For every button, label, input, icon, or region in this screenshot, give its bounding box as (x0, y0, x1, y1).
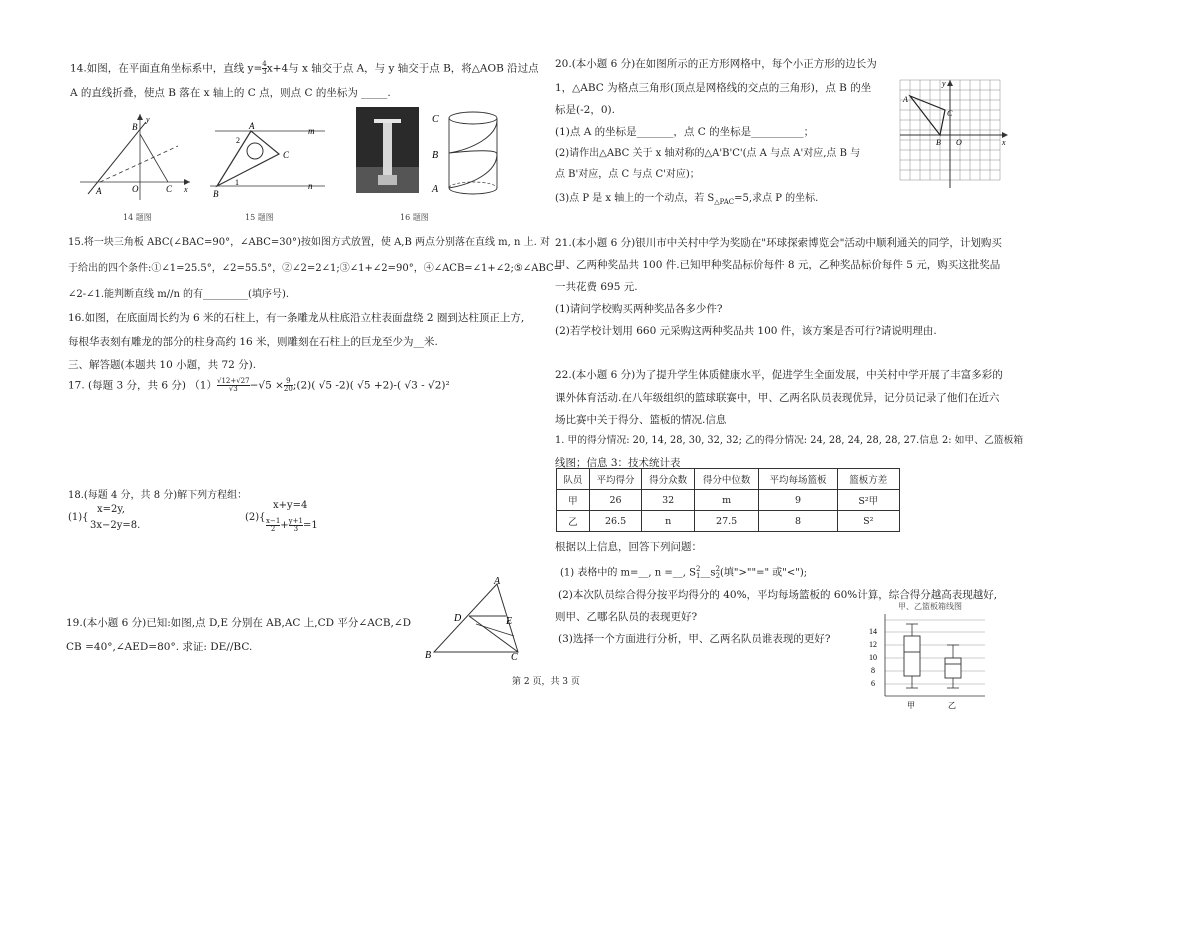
q18-system-2-brace: (2){ (245, 512, 266, 523)
q21-line4: (1)请问学校购买两种奖品各多少件? (555, 303, 723, 315)
fig15-label-n: n (308, 181, 313, 191)
q21-line1: 21.(本小题 6 分)银川市中关村中学为奖励在"环球探索博览会"活动中顺利通关的同学，计划购买 (555, 237, 1002, 249)
stats-table (556, 468, 900, 532)
q16-line2: 每根华表刻有雕龙的部分的柱身高约 16 米，则雕刻在石柱上的巨龙至少为__米. (68, 336, 438, 348)
q21-line2: 甲、乙两种奖品共 100 件.已知甲种奖品标价每件 8 元，乙种奖品标价每件 5 元，购买这批奖品 (555, 259, 1001, 271)
q16-line1: 16.如图，在底面周长约为 6 米的石柱上，有一条雕龙从柱底沿立柱表面盘绕 2 圈到达柱顶正上方, (68, 312, 525, 324)
table-cell: 26.5 (589, 511, 642, 532)
fig14-label-a: A (96, 186, 102, 196)
boxplot-ytick: 8 (871, 666, 875, 675)
fig19-label-e: E (506, 616, 513, 627)
boxplot-title: 甲、乙篮板箱线图 (898, 602, 962, 611)
caption-fig15: 15 题图 (245, 213, 274, 222)
fig14-label-x: x (184, 185, 188, 194)
fig16-label-c: C (432, 114, 439, 125)
q18-system-2-eq1: x+y=4 (273, 500, 308, 511)
table-cell: 32 (642, 490, 695, 511)
q20-line5: (2)请作出△ABC 关于 x 轴对称的△A'B'C'(点 A 与点 A'对应,点 B 与 (555, 148, 861, 159)
q18-title: 18.(每题 4 分，共 8 分)解下列方程组： (68, 490, 248, 501)
q22-line2: 课外体育活动.在八年级组织的篮球联赛中，甲、乙两名队员表现优异，记分员记录了他们在近六 (555, 392, 1000, 404)
boxplot-ytick: 10 (869, 653, 877, 662)
q18-system-1-eq2: 3x−2y=8. (90, 520, 141, 531)
table-cell: S²甲 (837, 490, 899, 511)
fig14-label-o: O (132, 184, 139, 194)
q15-line2: 于给出的四个条件:①∠1=25.5°，∠2=55.5°，②∠2=2∠1;③∠1+∠2=90°，④∠ACB=∠1+∠2;⑤∠ABC= (68, 263, 563, 274)
q21-line5: (2)若学校计划用 660 元采购这两种奖品共 100 件，该方案是否可行?请说明理由. (555, 325, 937, 337)
q20-line3: 标是(-2，0). (555, 104, 615, 116)
q20-line2: 1，△ABC 为格点三角形(顶点是网格线的交点的三角形)，点 B 的坐 (555, 82, 872, 94)
caption-fig14: 14 题图 (123, 213, 152, 222)
q18-system-2-eq2: $\frac{x-1}{2}$ + $\frac{y+1}{3}$ =1 (266, 517, 318, 533)
fig16-label-b: B (432, 150, 439, 161)
pillar-photo (356, 107, 419, 193)
pillar-image-icon (356, 107, 419, 193)
figure-20-grid (898, 78, 1010, 190)
table-cell: 乙 (557, 511, 590, 532)
q14-line1: 14.如图，在平面直角坐标系中，直线 y= $\frac{4}{3}$ x+4与 x 轴交于点 A，与 y 轴交于点 B，将△AOB 沿过点 (70, 60, 539, 76)
table-header-cell: 得分中位数 (694, 469, 758, 490)
boxplot-grid (885, 614, 985, 696)
figure-14 (80, 112, 195, 200)
fig15-label-c: C (283, 150, 290, 160)
table-cell: n (642, 511, 695, 532)
table-cell: S² (837, 511, 899, 532)
q22-line4: 1. 甲的得分情况: 20, 14, 28, 30, 32, 32; 乙的得分情况: 24, 28, 24, 28, 28, 27.信息 2: 如甲、乙篮板箱 (555, 435, 1024, 446)
boxplot-ytick: 14 (869, 627, 877, 636)
figure-16 (428, 108, 500, 198)
fig14-label-c: C (166, 184, 173, 194)
boxplot-box-yi (945, 645, 961, 688)
fig16-label-a: A (432, 184, 439, 195)
table-header-cell: 队员 (557, 469, 590, 490)
q14-line2: A 的直线折叠，使点 B 落在 x 轴上的 C 点，则点 C 的坐标为 _____. (70, 87, 391, 99)
figure-19 (420, 574, 530, 664)
fig15-label-b: B (213, 189, 219, 199)
boxplot-chart (865, 612, 995, 712)
table-row (557, 490, 900, 511)
table-cell: 27.5 (694, 511, 758, 532)
q22-line8: (2)本次队员综合得分按平均得分的 40%，平均每场篮板的 60%计算，综合得分越高表现越好, (558, 589, 998, 601)
q17: 17. (每题 3 分，共 6 分) （1） $\frac{√12+√27}{√3}$ −√5 × $\frac{9}{20}$ ;(2)( √5 -2)( √5 +2)-( √3 - √2)² (68, 377, 450, 393)
q20-line7: (3)点 P 是 x 轴上的一个动点，若 $S_{\triangle PAC}=5$,求点 P 的坐标. (555, 193, 819, 206)
fig19-label-b: B (425, 650, 432, 661)
table-cell: 9 (759, 490, 837, 511)
q15-line1: 15.将一块三角板 ABC(∠BAC=90°，∠ABC=30°)按如图方式放置，使 A,B 两点分别落在直线 m, n 上. 对 (68, 237, 550, 248)
q22-line10: (3)选择一个方面进行分析，甲、乙两名队员谁表现的更好? (558, 633, 831, 645)
fig14-label-b: B (132, 122, 138, 132)
fig14-label-y: y (146, 115, 150, 124)
caption-fig16: 16 题图 (400, 213, 429, 222)
q22-line5: 线图；信息 3：技术统计表 (555, 457, 681, 469)
boxplot-category: 甲 (907, 701, 915, 710)
fig15-label-1: 1 (235, 178, 239, 187)
q19-line1: 19.(本小题 6 分)已知:如图,点 D,E 分别在 AB,AC 上,CD 平分∠ACB,∠D (66, 617, 412, 629)
table-header-cell: 平均每场篮板 (759, 469, 837, 490)
fig15-label-m: m (308, 126, 315, 136)
fig19-label-c: C (511, 652, 518, 663)
q22-line1: 22.(本小题 6 分)为了提升学生体质健康水平，促进学生全面发展，中关村中学开展了丰富多彩的 (555, 369, 1003, 381)
table-cell: 8 (759, 511, 837, 532)
table-cell: m (694, 490, 758, 511)
section-3-heading: 三、解答题(本题共 10 小题，共 72 分). (68, 359, 257, 371)
fig20-label-o: O (956, 138, 962, 147)
q15-line3: ∠2-∠1.能判断直线 m//n 的有_________(填序号). (68, 289, 290, 300)
fig15-label-a: A (249, 121, 255, 131)
figure-15 (205, 118, 330, 200)
table-cell: 26 (589, 490, 642, 511)
boxplot-category: 乙 (948, 701, 956, 710)
fig20-label-a: A (903, 95, 908, 104)
fig15-label-2: 2 (236, 136, 240, 145)
q22-line9: 则甲、乙哪名队员的表现更好? (555, 611, 698, 623)
table-header-cell: 篮板方差 (837, 469, 899, 490)
q22-line6: 根据以上信息，回答下列问题： (555, 541, 702, 553)
boxplot-ytick: 6 (871, 679, 875, 688)
q19-line2: CB =40°,∠AED=80°. 求证: DE//BC. (66, 641, 253, 653)
fig20-label-b: B (936, 138, 941, 147)
page-footer: 第 2 页，共 3 页 (512, 677, 580, 687)
q22-line3: 场比赛中关于得分、篮板的情况.信息 (555, 414, 727, 426)
q18-system-1-brace: (1){ (68, 512, 89, 523)
q20-line6: 点 B'对应，点 C 与点 C'对应)； (555, 169, 700, 180)
fig19-label-d: D (454, 613, 462, 624)
table-header-row (557, 469, 900, 490)
fig20-label-x: x (1002, 138, 1006, 147)
fig20-label-c: C (947, 109, 953, 118)
q18-system-1-eq1: x=2y, (97, 504, 125, 515)
table-cell: 甲 (557, 490, 590, 511)
q20-line1: 20.(本小题 6 分)在如图所示的正方形网格中，每个小正方形的边长为 (555, 58, 877, 70)
table-row (557, 511, 900, 532)
boxplot-ytick: 12 (869, 640, 877, 649)
q21-line3: 一共花费 695 元. (555, 281, 638, 293)
q20-line4: (1)点 A 的坐标是_______，点 C 的坐标是__________； (555, 126, 815, 138)
q22-line7: (1) 表格中的 m=__, n =__, S 2 1 __s 2 2 (填">""=" 或"<"); (560, 565, 808, 580)
q14-fraction: $\frac{4}{3}$ (262, 60, 267, 76)
table-header-cell: 得分众数 (642, 469, 695, 490)
fig20-label-y: y (942, 79, 946, 88)
boxplot-box-jia (904, 624, 920, 688)
table-header-cell: 平均得分 (589, 469, 642, 490)
fig19-label-a: A (494, 576, 501, 587)
